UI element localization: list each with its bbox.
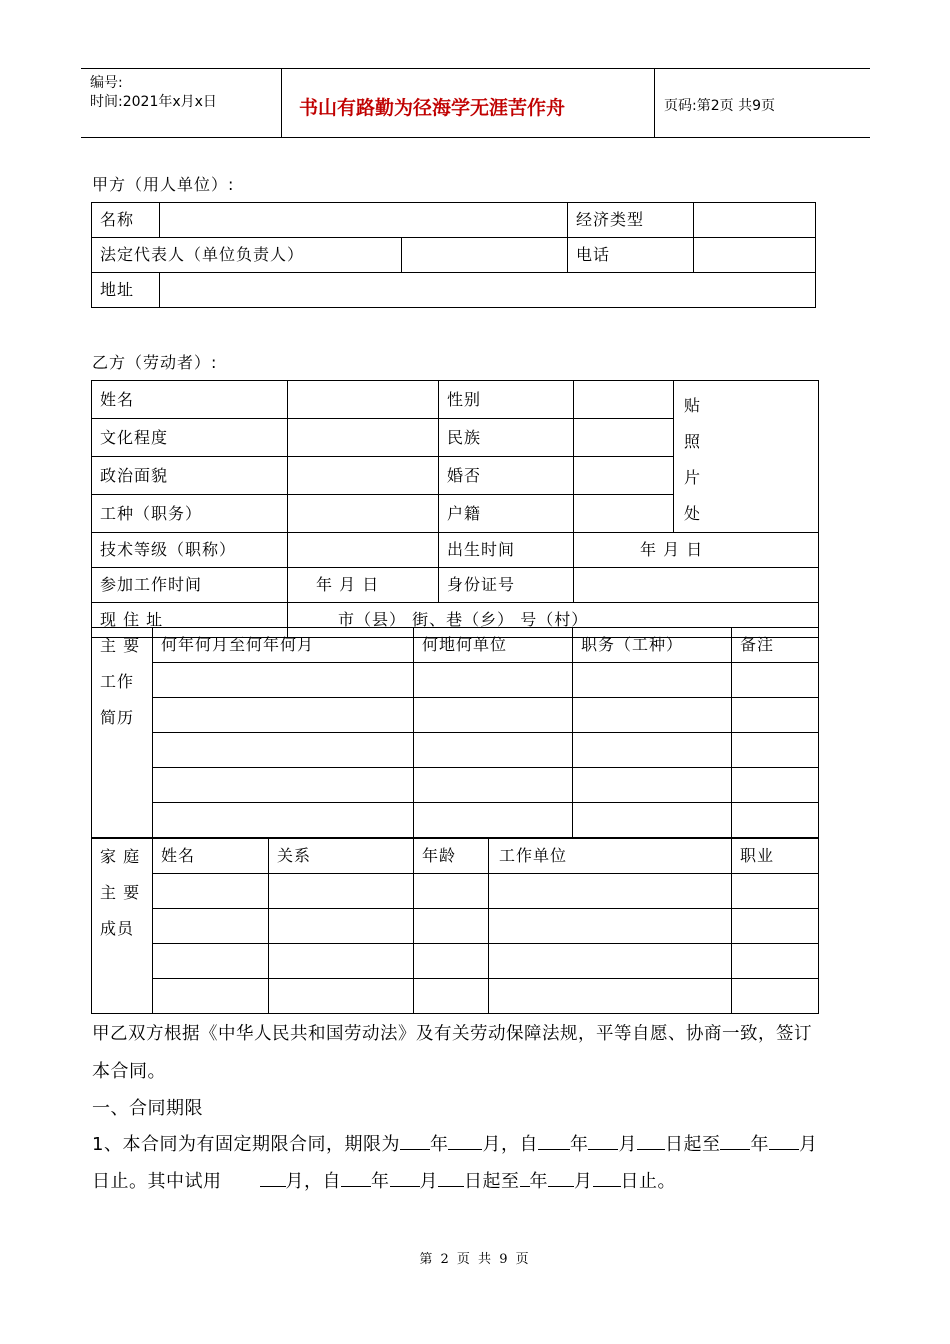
remarks-cell[interactable]	[732, 803, 819, 838]
id-field[interactable]	[574, 568, 819, 603]
clause-1-line	[92, 1130, 817, 1156]
age-cell[interactable]	[414, 909, 489, 944]
family-section-label	[92, 839, 153, 1014]
header-divider	[654, 69, 655, 137]
probation-start-day-blank[interactable]	[438, 1168, 464, 1187]
position-cell[interactable]	[573, 733, 732, 768]
marital-label: 婚否	[439, 457, 574, 495]
section-1-title: 一、合同期限	[92, 1098, 203, 1119]
relation-cell[interactable]	[269, 874, 414, 909]
position-cell[interactable]	[573, 803, 732, 838]
econ-type-field[interactable]	[694, 203, 816, 238]
clause-text: 年	[429, 1134, 449, 1155]
marital-field[interactable]	[574, 457, 674, 495]
current-address-field[interactable]: 市（县） 街、巷（乡） 号（村）	[288, 603, 819, 638]
table-row	[92, 909, 819, 944]
table-row	[92, 698, 819, 733]
table-row	[92, 803, 819, 838]
party-a-title: 甲方（用人单位）:	[92, 175, 235, 194]
name-label: 名称	[92, 203, 160, 238]
employer-cell[interactable]	[414, 768, 573, 803]
clause-text: 月	[798, 1134, 818, 1155]
table-row	[92, 663, 819, 698]
work-history-table	[91, 627, 819, 838]
probation-end-year-blank[interactable]	[520, 1168, 530, 1187]
education-field[interactable]	[288, 419, 439, 457]
legal-rep-field[interactable]	[402, 238, 568, 273]
current-address-label: 现 住 址	[92, 603, 288, 638]
section-char: 成员	[100, 919, 135, 938]
period-cell[interactable]	[153, 733, 414, 768]
photo-area-blank	[718, 381, 819, 533]
relation-cell[interactable]	[269, 944, 414, 979]
header-divider	[281, 69, 282, 137]
photo-area[interactable]	[674, 381, 718, 533]
age-cell[interactable]	[414, 944, 489, 979]
col-header-relation: 关系	[269, 839, 414, 874]
birth-field[interactable]: 年 月 日	[574, 533, 819, 568]
table-row	[92, 874, 819, 909]
clause-text: 月	[574, 1171, 593, 1192]
probation-end-month-blank[interactable]	[548, 1168, 574, 1187]
col-header-name: 姓名	[153, 839, 269, 874]
end-year-blank[interactable]	[720, 1131, 750, 1150]
months-blank[interactable]	[448, 1131, 482, 1150]
ethnicity-field[interactable]	[574, 419, 674, 457]
age-cell[interactable]	[414, 979, 489, 1014]
intro-line-2: 本合同。	[92, 1061, 166, 1082]
remarks-cell[interactable]	[732, 663, 819, 698]
employer-cell[interactable]	[414, 663, 573, 698]
tech-level-field[interactable]	[288, 533, 439, 568]
employer-cell[interactable]	[414, 733, 573, 768]
clause-text: 年	[569, 1134, 589, 1155]
photo-char: 片	[684, 468, 702, 487]
political-field[interactable]	[288, 457, 439, 495]
occupation-cell[interactable]	[732, 979, 819, 1014]
section-char: 主 要	[100, 636, 141, 655]
table-row	[92, 944, 819, 979]
period-cell[interactable]	[153, 768, 414, 803]
clause-text: 日起至	[464, 1171, 520, 1192]
family-table	[91, 838, 819, 1014]
clause-2-line	[92, 1167, 676, 1193]
period-cell[interactable]	[153, 803, 414, 838]
page-header	[81, 68, 870, 138]
name-cell[interactable]	[153, 874, 269, 909]
occupation-cell[interactable]	[732, 944, 819, 979]
work-history-section-label	[92, 628, 153, 838]
address-field[interactable]	[160, 273, 816, 308]
page-number-label: 页码:第2页 共9页	[664, 98, 775, 114]
page-footer: 第 2 页 共 9 页	[419, 1252, 531, 1267]
hukou-field[interactable]	[574, 495, 674, 533]
remarks-cell[interactable]	[732, 733, 819, 768]
name-field[interactable]	[288, 381, 439, 419]
section-char: 工作	[100, 672, 135, 691]
photo-char: 处	[684, 504, 702, 523]
name-cell[interactable]	[153, 979, 269, 1014]
clause-text: 年	[750, 1134, 769, 1155]
header-motto: 书山有路勤为径海学无涯苦作舟	[299, 97, 566, 119]
occupation-cell[interactable]	[732, 909, 819, 944]
intro-line-1: 甲乙双方根据《中华人民共和国劳动法》及有关劳动保障法规，平等自愿、协商一致，签订	[92, 1024, 812, 1044]
table-row	[92, 733, 819, 768]
birth-label: 出生时间	[439, 533, 574, 568]
section-char: 家 庭	[100, 847, 141, 866]
col-header-period: 何年何月至何年何月	[153, 628, 414, 663]
name-cell[interactable]	[153, 909, 269, 944]
ethnicity-label: 民族	[439, 419, 574, 457]
end-month-blank[interactable]	[769, 1131, 799, 1150]
workplace-cell[interactable]	[489, 979, 732, 1014]
photo-char: 照	[684, 432, 702, 451]
party-a-table	[91, 202, 816, 308]
start-year-blank[interactable]	[538, 1131, 570, 1150]
clause-text: 年	[371, 1171, 390, 1192]
position-cell[interactable]	[573, 698, 732, 733]
workplace-cell[interactable]	[489, 909, 732, 944]
relation-cell[interactable]	[269, 909, 414, 944]
clause-text: 1、本合同为有固定期限合同，期限为	[92, 1134, 400, 1155]
party-b-title: 乙方（劳动者）:	[92, 353, 218, 372]
workplace-cell[interactable]	[489, 874, 732, 909]
name-cell[interactable]	[153, 944, 269, 979]
clause-text: 日止。	[620, 1171, 676, 1192]
col-header-occupation: 职业	[732, 839, 819, 874]
col-header-workplace: 工作单位	[489, 839, 732, 874]
period-cell[interactable]	[153, 663, 414, 698]
remarks-cell[interactable]	[732, 768, 819, 803]
clause-text: 月	[618, 1134, 637, 1155]
clause-text: 月	[419, 1171, 438, 1192]
workplace-cell[interactable]	[489, 944, 732, 979]
position-cell[interactable]	[573, 663, 732, 698]
gender-field[interactable]	[574, 381, 674, 419]
phone-label: 电话	[568, 238, 694, 273]
col-header-employer: 何地何单位	[414, 628, 573, 663]
id-label: 身份证号	[439, 568, 574, 603]
phone-field[interactable]	[694, 238, 816, 273]
probation-end-day-blank[interactable]	[593, 1168, 621, 1187]
hukou-label: 户籍	[439, 495, 574, 533]
table-row	[92, 979, 819, 1014]
position-cell[interactable]	[573, 768, 732, 803]
years-blank[interactable]	[400, 1131, 430, 1150]
doc-time-label: 时间:2021年x月x日	[90, 94, 217, 110]
gender-label: 性别	[439, 381, 574, 419]
start-month-blank[interactable]	[588, 1131, 618, 1150]
col-header-remarks: 备注	[732, 628, 819, 663]
period-cell[interactable]	[153, 698, 414, 733]
job-label: 工种（职务）	[92, 495, 288, 533]
employer-cell[interactable]	[414, 698, 573, 733]
clause-text: 月，自	[285, 1171, 341, 1192]
col-header-position: 职务（工种）	[573, 628, 732, 663]
econ-type-label: 经济类型	[568, 203, 694, 238]
age-cell[interactable]	[414, 874, 489, 909]
name-field[interactable]	[160, 203, 568, 238]
clause-text: 日止。其中试用	[92, 1171, 222, 1192]
party-b-table	[91, 380, 819, 638]
legal-rep-label: 法定代表人（单位负责人）	[92, 238, 402, 273]
col-header-age: 年龄	[414, 839, 489, 874]
work-start-label: 参加工作时间	[92, 568, 288, 603]
relation-cell[interactable]	[269, 979, 414, 1014]
job-field[interactable]	[288, 495, 439, 533]
employer-cell[interactable]	[414, 803, 573, 838]
clause-text: 月，自	[482, 1134, 538, 1155]
occupation-cell[interactable]	[732, 874, 819, 909]
clause-text: 日起至	[664, 1134, 721, 1155]
probation-start-month-blank[interactable]	[390, 1168, 420, 1187]
education-label: 文化程度	[92, 419, 288, 457]
clause-text: 年	[529, 1171, 548, 1192]
name-label: 姓名	[92, 381, 288, 419]
political-label: 政治面貌	[92, 457, 288, 495]
remarks-cell[interactable]	[732, 698, 819, 733]
tech-level-label: 技术等级（职称）	[92, 533, 288, 568]
photo-char: 贴	[684, 396, 702, 415]
work-start-field[interactable]: 年 月 日	[288, 568, 439, 603]
probation-months-blank[interactable]	[260, 1168, 286, 1187]
start-day-blank[interactable]	[637, 1131, 665, 1150]
probation-start-year-blank[interactable]	[341, 1168, 371, 1187]
doc-number-label: 编号:	[90, 75, 123, 91]
section-char: 主 要	[100, 883, 141, 902]
table-row	[92, 768, 819, 803]
section-char: 简历	[100, 708, 135, 727]
address-label: 地址	[92, 273, 160, 308]
